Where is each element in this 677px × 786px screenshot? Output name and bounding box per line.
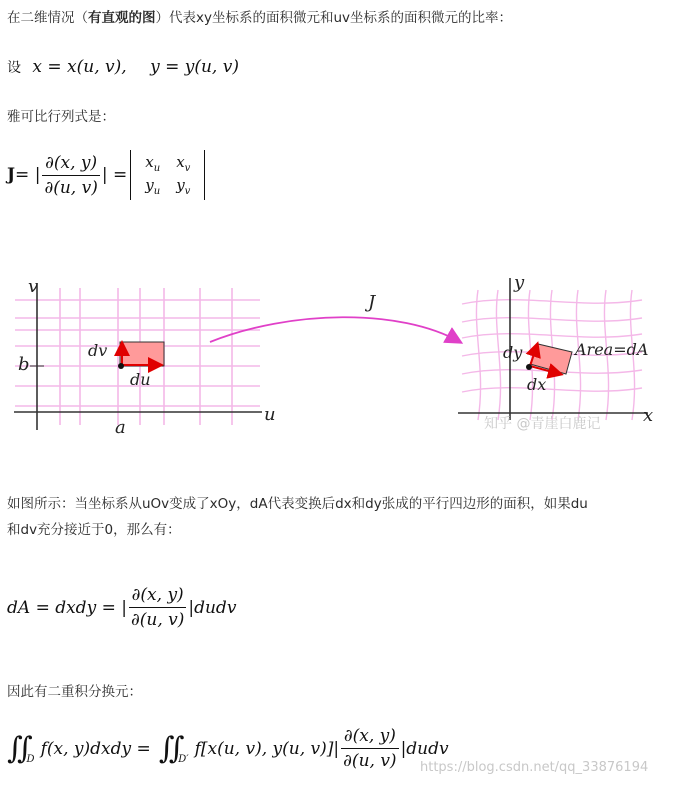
det-m21-sub: u (153, 186, 161, 197)
jacobian-eq2: | = (101, 165, 128, 185)
da-equation (7, 585, 236, 630)
final-mid-2: f[x(u, v), y(u, v)]| (194, 738, 340, 759)
final-equation (7, 726, 449, 771)
intro-suffix: ）代表xy坐标系的面积微元和uv坐标系的面积微元的比率： (155, 10, 513, 26)
setup-lead: 设 (7, 60, 21, 76)
det-m21: y (145, 176, 154, 194)
det-m22-sub: v (184, 186, 191, 197)
final-den: ∂(u, v) (343, 751, 397, 771)
intro-bold: 有直观的图 (88, 10, 156, 26)
u-axis-label: u (264, 404, 276, 425)
det-m12: x (176, 153, 185, 171)
jacobian-num: ∂(x, y) (42, 153, 99, 176)
y-axis-label: y (514, 272, 525, 293)
jacobian-fraction (42, 153, 99, 198)
jacobian-den: ∂(u, v) (44, 177, 98, 198)
dx-label: dx (527, 375, 547, 394)
mapping-label: J (368, 292, 376, 313)
da-den: ∂(u, v) (130, 610, 185, 630)
dy-label: dy (503, 343, 523, 362)
explain-line-1: 如图所示：当坐标系从uOv变成了xOy，dA代表变换后dx和dy张成的平行四边形的面积，如果du (7, 496, 588, 512)
mapping-arrow (210, 317, 460, 342)
v-axis-label: v (28, 276, 39, 297)
da-lhs: dA = dxdy = | (7, 597, 127, 618)
dv-label: dv (88, 341, 108, 360)
uv-origin-dot (118, 363, 124, 369)
area-label: Area=dA (575, 340, 649, 359)
jacobian-determinant (130, 150, 205, 200)
jacobian-lhs: J (7, 165, 16, 185)
intro-prefix: 在二维情况（ (7, 10, 88, 26)
a-label: a (115, 417, 126, 438)
det-m11: x (145, 153, 154, 171)
double-integral-2: ∬ (158, 731, 179, 766)
setup-eq-x: x = x(u, v), (32, 57, 127, 77)
du-label: du (130, 370, 151, 389)
jacobian-equation (7, 150, 208, 200)
jacobian-eq1: = | (15, 165, 41, 185)
da-fraction (129, 585, 186, 630)
x-axis-label: x (643, 405, 654, 426)
b-label: b (18, 354, 30, 375)
final-mid-1: f(x, y)dxdy = (40, 738, 151, 759)
setup-equation (7, 57, 239, 77)
det-m12-sub: v (184, 163, 191, 174)
figure-watermark: 知乎 @青崖白鹿记 (484, 416, 601, 432)
final-num: ∂(x, y) (341, 726, 398, 749)
listing-line: 雅可比行列式是： (7, 109, 115, 125)
final-fraction (341, 726, 398, 771)
da-rhs: |dudv (188, 597, 237, 618)
csdn-watermark: https://blog.csdn.net/qq_33876194 (420, 760, 649, 775)
det-m22: y (176, 176, 185, 194)
double-integral-1: ∬ (7, 731, 27, 766)
hence-line: 因此有二重积分换元： (7, 684, 142, 700)
explain-line-2: 和dv充分接近于0，那么有： (7, 522, 181, 538)
domain-d-prime: D′ (178, 754, 189, 765)
det-m11-sub: u (153, 163, 161, 174)
da-num: ∂(x, y) (129, 585, 186, 608)
domain-d: D (26, 754, 35, 765)
final-rhs: |dudv (400, 738, 449, 759)
setup-eq-y: y = y(u, v) (150, 57, 239, 77)
transformation-figure (0, 270, 677, 445)
uv-patch (120, 342, 164, 366)
xy-origin-dot (526, 364, 532, 370)
intro-paragraph (7, 8, 512, 28)
